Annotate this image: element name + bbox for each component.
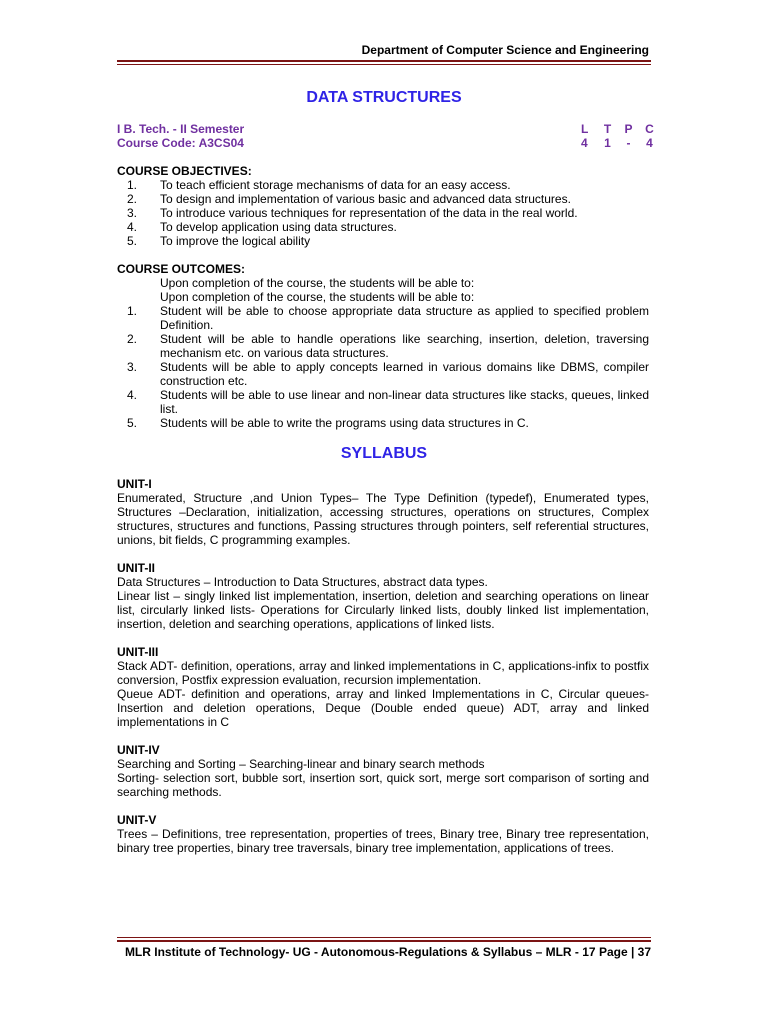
item-text: To develop application using data structures. bbox=[160, 220, 397, 234]
unit-paragraph: Trees – Definitions, tree representation, properties of trees, Binary tree, Binary tree representation, binary tree properties, binary tree traversals, binary tree implementation, applications of trees. bbox=[117, 827, 649, 855]
item-number: 2. bbox=[127, 332, 138, 346]
list-item bbox=[117, 332, 649, 360]
ltpc-label: T bbox=[603, 122, 612, 136]
ltpc-value: 4 bbox=[581, 136, 588, 150]
list-item bbox=[117, 234, 649, 248]
unit-paragraph: Sorting- selection sort, bubble sort, insertion sort, quick sort, merge sort comparison of sorting and searching methods. bbox=[117, 771, 649, 799]
outcomes-intro: Upon completion of the course, the students will be able to: bbox=[160, 276, 475, 290]
item-text: To introduce various techniques for representation of the data in the real world. bbox=[160, 206, 578, 220]
list-item bbox=[117, 192, 649, 206]
unit-section bbox=[117, 813, 649, 855]
footer-rule bbox=[117, 940, 651, 942]
item-number: 5. bbox=[127, 234, 138, 248]
unit-section bbox=[117, 743, 649, 799]
course-meta bbox=[117, 122, 244, 150]
item-number: 3. bbox=[127, 360, 138, 374]
unit-title: UNIT-III bbox=[117, 645, 159, 659]
unit-section bbox=[117, 477, 649, 547]
item-text: To teach efficient storage mechanisms of data for an easy access. bbox=[160, 178, 511, 192]
ltpc-value: 4 bbox=[646, 136, 653, 150]
syllabus-heading: SYLLABUS bbox=[340, 445, 428, 462]
ltpc-label: L bbox=[581, 122, 589, 136]
course-code: Course Code: A3CS04 bbox=[117, 136, 244, 150]
outcomes-heading: COURSE OUTCOMES: bbox=[117, 262, 246, 276]
unit-section bbox=[117, 561, 649, 631]
header-rule bbox=[117, 60, 651, 62]
footer-rule-thin bbox=[117, 937, 651, 938]
ltpc-value: 1 bbox=[604, 136, 611, 150]
unit-paragraph: Data Structures – Introduction to Data Structures, abstract data types. bbox=[117, 575, 488, 589]
list-item bbox=[117, 360, 649, 388]
ltpc-labels bbox=[581, 122, 660, 136]
unit-paragraph: Searching and Sorting – Searching-linear and binary search methods bbox=[117, 757, 485, 771]
list-item bbox=[117, 206, 649, 220]
item-number: 2. bbox=[127, 192, 138, 206]
page-footer: MLR Institute of Technology- UG - Autonomous-Regulations & Syllabus – MLR - 17 Page | 37 bbox=[124, 945, 651, 959]
ltpc-table bbox=[581, 122, 660, 150]
item-number: 5. bbox=[127, 416, 138, 430]
unit-paragraph: Enumerated, Structure ,and Union Types– The Type Definition (typedef), Enumerated types, Structures –Declaration, initialization, accessing structures, operations on structures, Complex structures, structures and functions, Passing structures through pointers, self referential structures, unions, bit fields, C programming examples. bbox=[117, 491, 649, 547]
item-number: 3. bbox=[127, 206, 138, 220]
year-semester: I B. Tech. - II Semester bbox=[117, 122, 245, 136]
unit-paragraph: Stack ADT- definition, operations, array and linked implementations in C, applications-infix to postfix conversion, Postfix expression evaluation, recursion implementation. bbox=[117, 659, 649, 687]
item-text: To improve the logical ability bbox=[160, 234, 311, 248]
course-title: DATA STRUCTURES bbox=[306, 89, 462, 106]
outcomes-intro: Upon completion of the course, the students will be able to: bbox=[160, 290, 475, 304]
unit-title: UNIT-II bbox=[117, 561, 155, 575]
department-header: Department of Computer Science and Engineering bbox=[361, 43, 649, 57]
outcomes-list bbox=[117, 276, 649, 430]
unit-paragraph: Linear list – singly linked list implementation, insertion, deletion and searching operations on linear list, circularly linked lists- Operations for Circularly linked lists, doubly linked list implementation, insertion, deletion and searching operations, applications of linked lists. bbox=[117, 589, 649, 631]
unit-title: UNIT-V bbox=[117, 813, 157, 827]
list-item bbox=[117, 304, 649, 332]
item-text: Students will be able to apply concepts learned in various domains like DBMS, compiler construction etc. bbox=[160, 360, 649, 388]
ltpc-value: - bbox=[626, 136, 631, 150]
unit-section bbox=[117, 645, 649, 729]
list-item bbox=[117, 220, 649, 234]
item-text: To design and implementation of various basic and advanced data structures. bbox=[160, 192, 571, 206]
item-text: Student will be able to handle operations like searching, insertion, deletion, traversing mechanism etc. on various data structures. bbox=[160, 332, 649, 360]
ltpc-values bbox=[581, 136, 660, 150]
item-number: 1. bbox=[127, 178, 138, 192]
item-text: Students will be able to write the programs using data structures in C. bbox=[160, 416, 529, 430]
item-number: 1. bbox=[127, 304, 138, 318]
unit-title: UNIT-IV bbox=[117, 743, 160, 757]
item-text: Students will be able to use linear and non-linear data structures like stacks, queues, linked list. bbox=[160, 388, 649, 416]
item-number: 4. bbox=[127, 220, 138, 234]
objectives-list bbox=[117, 178, 649, 248]
objectives-heading: COURSE OBJECTIVES: bbox=[117, 164, 252, 178]
list-item bbox=[117, 178, 649, 192]
item-text: Student will be able to choose appropriate data structure as applied to specified problem Definition. bbox=[160, 304, 649, 332]
ltpc-label: C bbox=[645, 122, 654, 136]
item-number: 4. bbox=[127, 388, 138, 402]
ltpc-label: P bbox=[624, 122, 633, 136]
unit-title: UNIT-I bbox=[117, 477, 152, 491]
header-rule-thin bbox=[117, 64, 651, 65]
unit-paragraph: Queue ADT- definition and operations, array and linked Implementations in C, Circular queues-Insertion and deletion operations, Deque (Double ended queue) ADT, array and linked implementations in C bbox=[117, 687, 649, 729]
list-item bbox=[117, 388, 649, 416]
list-item bbox=[117, 416, 649, 430]
